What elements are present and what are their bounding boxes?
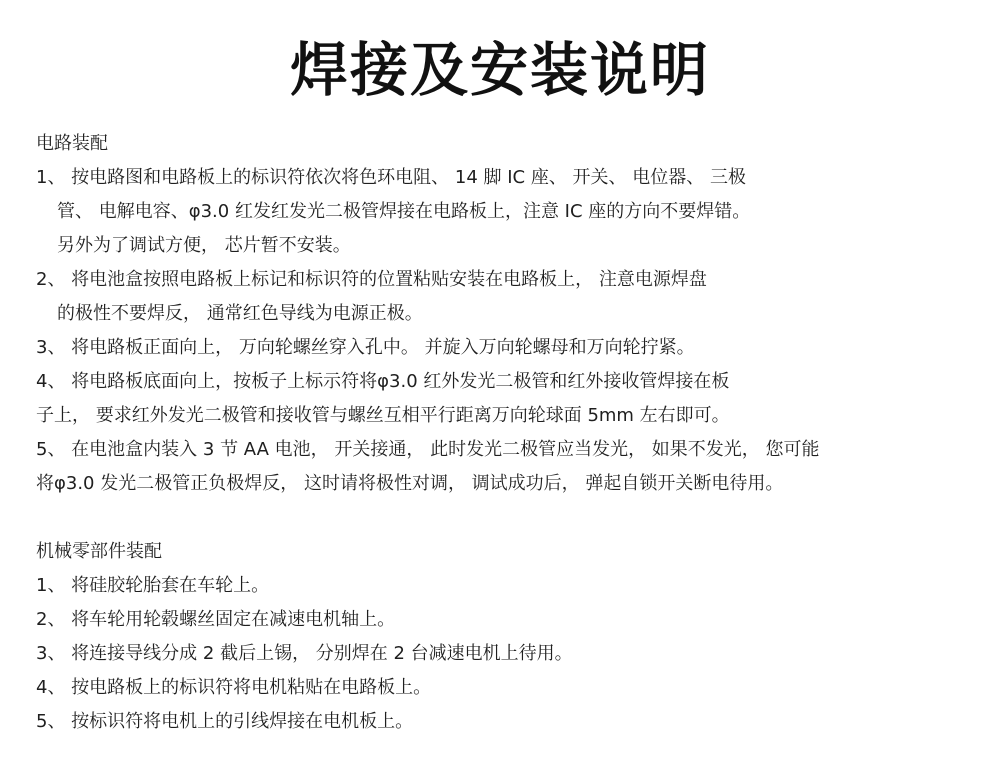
mechanical-step-4: 4、 按电路板上的标识符将电机粘贴在电路板上。 [36, 677, 432, 698]
page-title: 焊接及安装说明 [289, 36, 710, 104]
mechanical-step-3: 3、 将连接导线分成 2 截后上锡， 分别焊在 2 台减速电机上待用。 [36, 643, 573, 664]
section-heading-mechanical-assembly: 机械零部件装配 [36, 541, 162, 562]
circuit-step-1-line-1: 1、 按电路图和电路板上的标识符依次将色环电阻、 14 脚 IC 座、 开关、 电位器、 三极 [36, 167, 747, 188]
circuit-step-1-line-2: 管、 电解电容、φ3.0 红发红发光二极管焊接在电路板上，注意 IC 座的方向不要焊错。 [57, 201, 751, 222]
mechanical-step-2: 2、 将车轮用轮毂螺丝固定在减速电机轴上。 [36, 609, 396, 630]
circuit-step-2-line-2: 的极性不要焊反， 通常红色导线为电源正极。 [57, 303, 423, 324]
circuit-step-2-line-1: 2、 将电池盒按照电路板上标记和标识符的位置粘贴安装在电路板上， 注意电源焊盘 [36, 269, 707, 290]
mechanical-step-1: 1、 将硅胶轮胎套在车轮上。 [36, 575, 270, 596]
circuit-step-5-line-1: 5、 在电池盒内装入 3 节 AA 电池， 开关接通， 此时发光二极管应当发光， 如果不发光， 您可能 [36, 439, 820, 460]
circuit-step-3-line-1: 3、 将电路板正面向上， 万向轮螺丝穿入孔中。 并旋入万向轮螺母和万向轮拧紧。 [36, 337, 695, 358]
circuit-step-1-line-3: 另外为了调试方便， 芯片暂不安装。 [57, 235, 351, 256]
circuit-step-5-line-2: 将φ3.0 发光二极管正负极焊反， 这时请将极性对调， 调试成功后， 弹起自锁开关断电待用。 [36, 473, 784, 494]
circuit-step-4-line-1: 4、 将电路板底面向上，按板子上标示符将φ3.0 红外发光二极管和红外接收管焊接在板 [36, 371, 730, 392]
mechanical-step-5: 5、 按标识符将电机上的引线焊接在电机板上。 [36, 711, 414, 732]
circuit-step-4-line-2: 子上， 要求红外发光二极管和接收管与螺丝互相平行距离万向轮球面 5mm 左右即可。 [36, 405, 730, 426]
section-heading-circuit-assembly: 电路装配 [36, 133, 108, 154]
